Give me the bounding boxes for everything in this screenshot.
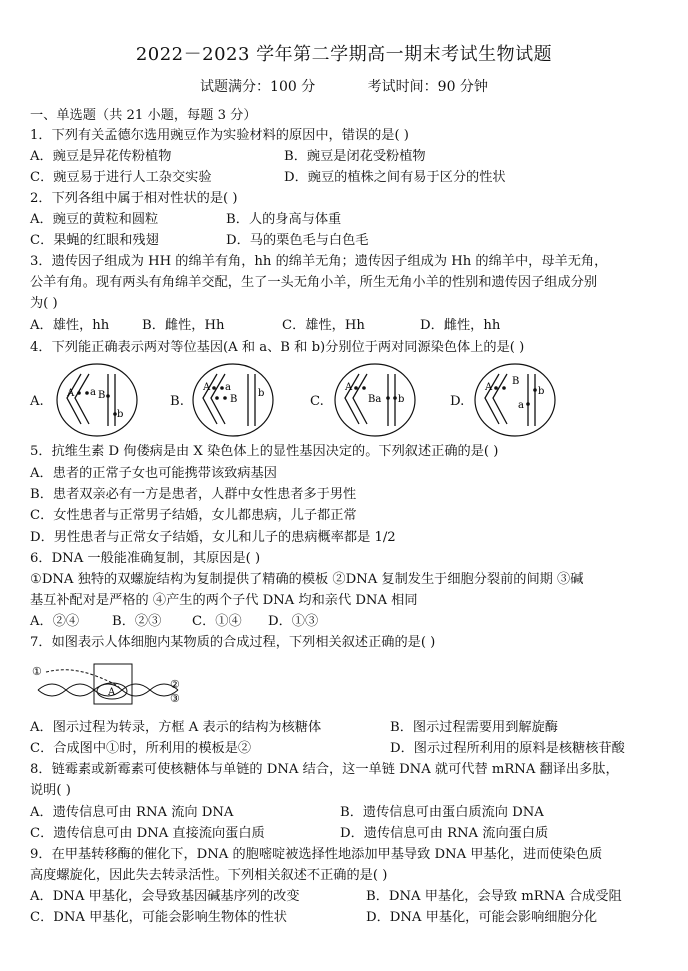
q6-stem: 6．DNA 一般能准确复制，其原因是( ) bbox=[30, 551, 261, 566]
q2-stem: 2．下列各组中属于相对性状的是( ) bbox=[30, 191, 238, 206]
q4-option-b-label: B. bbox=[170, 394, 184, 409]
q7-figure bbox=[30, 658, 200, 708]
q1-stem: 1．下列有关孟德尔选用豌豆作为实验材料的原因中，错误的是( ) bbox=[30, 128, 409, 143]
q4-option-d-label: D. bbox=[450, 394, 465, 409]
q7-box-label: A bbox=[108, 687, 116, 698]
q4-figure-b bbox=[190, 360, 276, 440]
section-heading: 一、单选题（共 21 小题，每题 3 分） bbox=[30, 108, 257, 123]
q6-option-a: A．②④ bbox=[30, 614, 80, 629]
q1-option-d: D．豌豆的植株之间有易于区分的性状 bbox=[284, 170, 506, 185]
q5-stem: 5．抗维生素 D 佝偻病是由 X 染色体上的显性基因决定的。下列叙述正确的是( ) bbox=[30, 444, 499, 459]
q3-stem-line3: 为( ) bbox=[30, 296, 58, 311]
q7-option-a: A．图示过程为转录，方框 A 表示的结构为核糖体 bbox=[30, 720, 322, 735]
time-info: 考试时间：90 分钟 bbox=[367, 79, 488, 95]
score-info: 试题满分：100 分 bbox=[200, 79, 316, 95]
q7-label-2: ② bbox=[170, 678, 180, 691]
q6-option-b: B．②③ bbox=[112, 614, 162, 629]
q2-option-d: D．马的栗色毛与白色毛 bbox=[226, 233, 369, 248]
q9-option-a: A．DNA 甲基化，会导致基因碱基序列的改变 bbox=[30, 889, 300, 904]
q7-label-3: ③ bbox=[170, 692, 180, 705]
q1-option-c: C．豌豆易于进行人工杂交实验 bbox=[30, 170, 212, 185]
q4a-allele-b: b bbox=[117, 409, 124, 420]
q4-figure-a bbox=[54, 360, 140, 440]
q4b-allele-b: b bbox=[258, 388, 265, 399]
q3-stem-line2: 公羊有角。现有两头有角绵羊交配，生了一头无角小羊，所生无角小羊的性别和遗传因子组成分别 bbox=[30, 275, 598, 290]
q6-statement-line2: 基互补配对是严格的 ④产生的两个子代 DNA 均和亲代 DNA 相同 bbox=[30, 593, 418, 608]
q4b-allele-a: a bbox=[225, 382, 231, 393]
q5-option-d: D．男性患者与正常女子结婚，女儿和儿子的患病概率都是 1/2 bbox=[30, 530, 396, 545]
q6-option-c: C．①④ bbox=[192, 614, 242, 629]
q6-option-d: D．①③ bbox=[268, 614, 319, 629]
q5-option-c: C．女性患者与正常男子结婚，女儿都患病，儿子都正常 bbox=[30, 508, 357, 523]
q2-option-c: C．果蝇的红眼和残翅 bbox=[30, 233, 159, 248]
q7-option-c: C．合成图中①时，所利用的模板是② bbox=[30, 741, 252, 756]
q3-option-c: C．雄性，Hh bbox=[282, 318, 365, 333]
q3-stem-line1: 3．遗传因子组成为 HH 的绵羊有角，hh 的绵羊无角；遗传因子组成为 Hh 的绵羊中，母羊无角， bbox=[30, 254, 608, 269]
exam-meta bbox=[0, 76, 688, 96]
q9-option-c: C．DNA 甲基化，可能会影响生物体的性状 bbox=[30, 910, 287, 925]
q4-option-c-label: C. bbox=[310, 394, 324, 409]
q4d-allele-A: A bbox=[485, 382, 493, 393]
q9-option-d: D．DNA 甲基化，可能会影响细胞分化 bbox=[366, 910, 598, 925]
q4a-allele-a: a bbox=[90, 387, 96, 398]
q8-option-b: B．遗传信息可由蛋白质流向 DNA bbox=[340, 805, 544, 820]
q4a-allele-B: B bbox=[98, 390, 106, 401]
q4c-allele-b: b bbox=[398, 394, 405, 405]
q5-option-a: A．患者的正常子女也可能携带该致病基因 bbox=[30, 466, 277, 481]
q4a-allele-A: A bbox=[67, 388, 75, 399]
q9-stem-line1: 9．在甲基转移酶的催化下，DNA 的胞嘧啶被选择性地添加甲基导致 DNA 甲基化，进而使染色质 bbox=[30, 847, 603, 862]
q6-statement-line1: ①DNA 独特的双螺旋结构为复制提供了精确的模板 ②DNA 复制发生于细胞分裂前的间期 ③碱 bbox=[30, 572, 584, 587]
q4b-allele-B: B bbox=[230, 394, 238, 405]
q4d-allele-b: b bbox=[538, 386, 545, 397]
q4-option-a-label: A. bbox=[30, 394, 44, 409]
q4d-allele-B: B bbox=[512, 376, 520, 387]
q7-label-1: ① bbox=[32, 665, 42, 678]
q4-figure-c bbox=[332, 360, 418, 440]
q8-stem-line2: 说明( ) bbox=[30, 783, 71, 798]
q5-option-b: B．患者双亲必有一方是患者，人群中女性患者多于男性 bbox=[30, 487, 357, 502]
exam-title: 2022－2023 学年第二学期高一期末考试生物试题 bbox=[135, 44, 553, 65]
q4-figure-d bbox=[472, 360, 558, 440]
q8-option-a: A．遗传信息可由 RNA 流向 DNA bbox=[30, 805, 234, 820]
q3-option-b: B．雌性，Hh bbox=[142, 318, 225, 333]
q9-stem-line2: 高度螺旋化，因此失去转录活性。下列相关叙述不正确的是( ) bbox=[30, 868, 388, 883]
q8-option-c: C．遗传信息可由 DNA 直接流向蛋白质 bbox=[30, 826, 265, 841]
q2-option-b: B．人的身高与体重 bbox=[226, 212, 342, 227]
q3-option-a: A．雄性，hh bbox=[30, 318, 110, 333]
q2-option-a: A．豌豆的黄粒和圆粒 bbox=[30, 212, 159, 227]
q8-option-d: D．遗传信息可由 RNA 流向蛋白质 bbox=[340, 826, 549, 841]
q3-option-d: D．雌性，hh bbox=[420, 318, 501, 333]
q4-stem: 4．下列能正确表示两对等位基因(A 和 a、B 和 b)分别位于两对同源染色体上的是( ) bbox=[30, 340, 525, 355]
q8-stem-line1: 8．链霉素或新霉素可使核糖体与单链的 DNA 结合，这一单链 DNA 就可代替 mRNA 翻译出多肽， bbox=[30, 762, 619, 777]
q7-option-d: D．图示过程所利用的原料是核糖核苷酸 bbox=[390, 741, 625, 756]
q1-option-b: B．豌豆是闭花受粉植物 bbox=[284, 149, 426, 164]
q7-stem: 7．如图表示人体细胞内某物质的合成过程，下列相关叙述正确的是( ) bbox=[30, 635, 436, 650]
q9-option-b: B．DNA 甲基化，会导致 mRNA 合成受阻 bbox=[366, 889, 622, 904]
q7-option-b: B．图示过程需要用到解旋酶 bbox=[390, 720, 558, 735]
q4d-allele-a: a bbox=[518, 400, 524, 411]
q4c-allele-Ba: Ba bbox=[368, 394, 382, 405]
q4b-allele-A: A bbox=[203, 382, 211, 393]
q4c-allele-A: A bbox=[345, 382, 353, 393]
q1-option-a: A．豌豆是异花传粉植物 bbox=[30, 149, 172, 164]
